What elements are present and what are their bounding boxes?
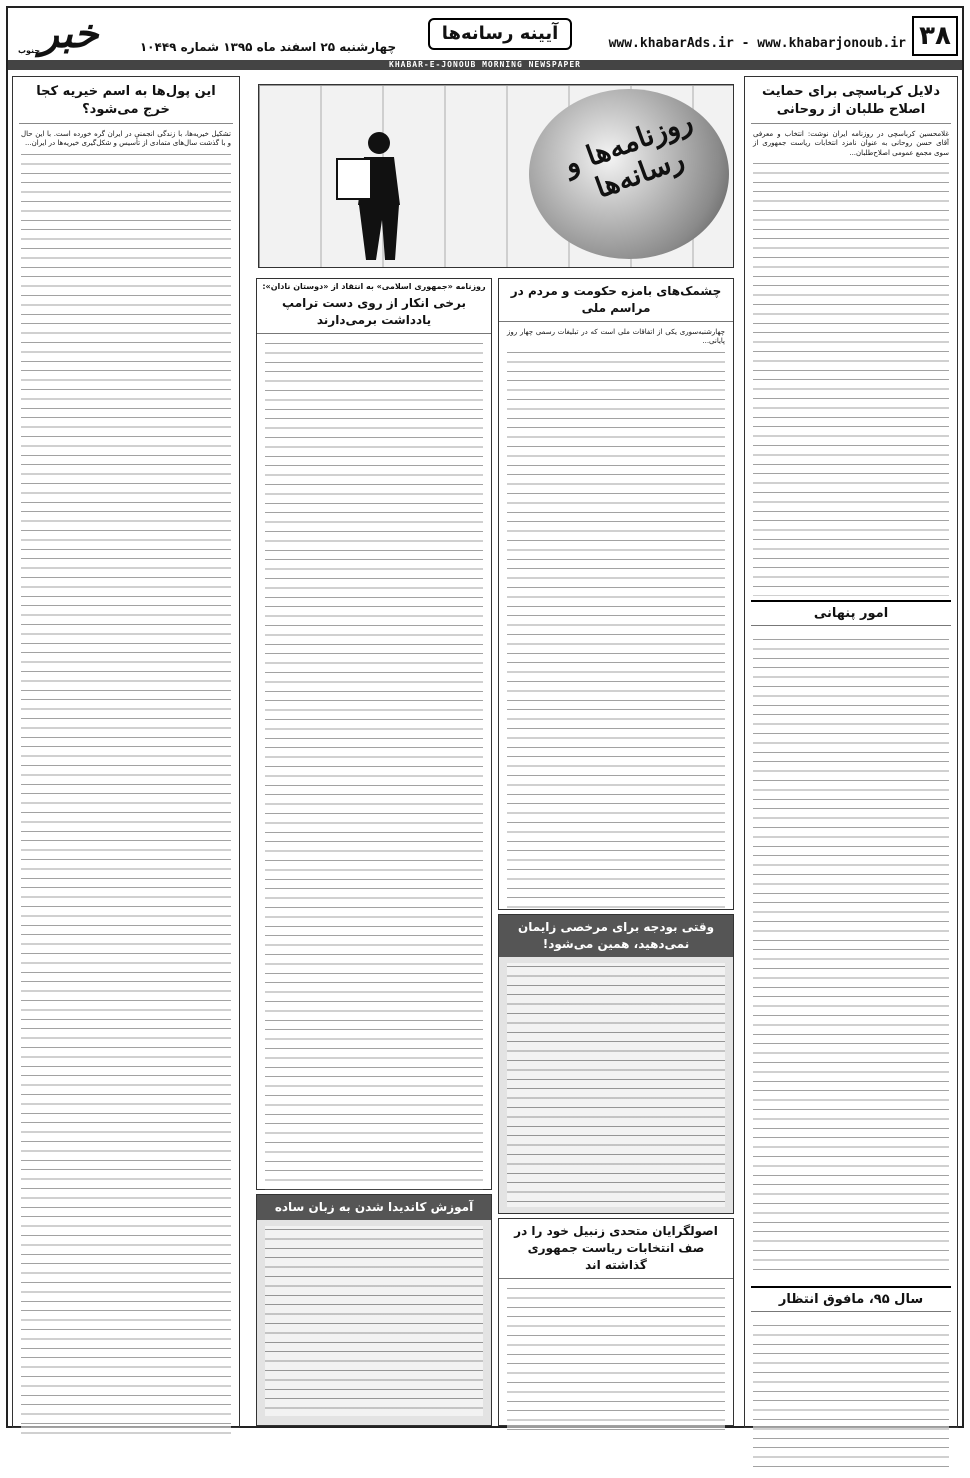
illustration-title: روزنامه‌ها و رسانه‌ها (560, 104, 697, 205)
article-body-jomhuri (257, 334, 491, 1196)
box-title-maternity: وقتی بودجه برای مرخصی زایمان نمی‌دهید، همین می‌شود! (499, 915, 733, 957)
box-body-osulgarayan (499, 1279, 733, 1441)
article-lead: غلامحسین کرباسچی در روزنامه ایران نوشت: انتخاب و معرفی آقای حسن روحانی به عنوان نامزد انتخابات ریاست جمهوری از سوی مجمع عمومی اصلاح‌طلبان... (753, 130, 949, 157)
article-title-jomhuri: برخی انکار از روی دست ترامپ یادداشت برمی‌دارند (257, 291, 491, 334)
section-rubric: آیینه رسانه‌ها (428, 18, 572, 50)
article-chashmak (498, 278, 734, 910)
box-body-candidate (257, 1220, 491, 1422)
site-url[interactable]: www.khabarAds.ir - www.khabarjonoub.ir (608, 36, 906, 51)
article-title-kheyrie: این پول‌ها به اسم خیریه کجا خرج می‌شود؟ (19, 77, 233, 124)
article-lead: چهارشنبه‌سوری یکی از اتفاقات ملی است که در تبلیغات رسمی چهار روز پایانی... (507, 328, 725, 346)
dateline: چهارشنبه ۲۵ اسفند ماه ۱۳۹۵ شماره ۱۰۴۴۹ (139, 40, 397, 54)
masthead (8, 8, 962, 60)
right-column (744, 76, 958, 1428)
article-body-chashmak (499, 322, 733, 915)
article-jomhuri (256, 278, 492, 1190)
text-lines (21, 151, 231, 1441)
left-column (12, 76, 240, 1428)
text-lines (753, 160, 949, 596)
text-lines (265, 1226, 483, 1416)
text-lines (753, 636, 949, 1276)
masthead-strip: KHABAR-E-JONOUB MORNING NEWSPAPER (8, 60, 962, 70)
feature-illustration (258, 84, 734, 268)
text-lines (507, 349, 725, 909)
article-title-karbaschi: دلایل کرباسچی برای حمایت اصلاح طلبان از روحانی (751, 77, 951, 124)
article-body-sal95 (745, 1316, 957, 1478)
text-lines (265, 340, 483, 1190)
article-lead: تشکیل خیریه‌ها، با زندگی انجمنی در ایران گره خورده است. با این حال و با گذشت سال‌های متمادی از تأسیس و شکل‌گیری خیریه‌ها در ایران... (21, 130, 231, 148)
article-kicker: روزنامه «جمهوری اسلامی» به انتقاد از «دوستان نادان»: (262, 282, 486, 291)
text-lines (507, 963, 725, 1207)
text-lines (507, 1285, 725, 1435)
article-title-chashmak: چشمک‌های بامزه حکومت و مردم در مراسم ملی (499, 279, 733, 322)
newspaper-logo: خبر (39, 10, 99, 57)
box-maternity-leave (498, 914, 734, 1214)
box-osulgarayan (498, 1218, 734, 1426)
article-body-panhani (745, 630, 957, 1282)
reader-silhouette-icon (329, 125, 419, 265)
box-title-osulgarayan: اصولگرایان متحدی زنبیل خود را در صف انتخابات ریاست جمهوری گذاشته اند (499, 1219, 733, 1279)
box-body-maternity (499, 957, 733, 1213)
subhead-sal-95: سال ۹۵، مافوق انتظار (751, 1286, 951, 1312)
article-body-karbaschi (745, 124, 957, 596)
text-lines (753, 1322, 949, 1472)
page-frame (6, 6, 964, 1428)
article-body-kheyrie (13, 124, 239, 1447)
box-candidate-howto (256, 1194, 492, 1426)
page-number: ۳۸ (912, 16, 958, 56)
subhead-omur-panhani: امور پنهانی (751, 600, 951, 626)
logo-subtitle: جنوب (18, 46, 41, 55)
box-title-candidate: آموزش کاندیدا شدن به زبان ساده (257, 1195, 491, 1220)
